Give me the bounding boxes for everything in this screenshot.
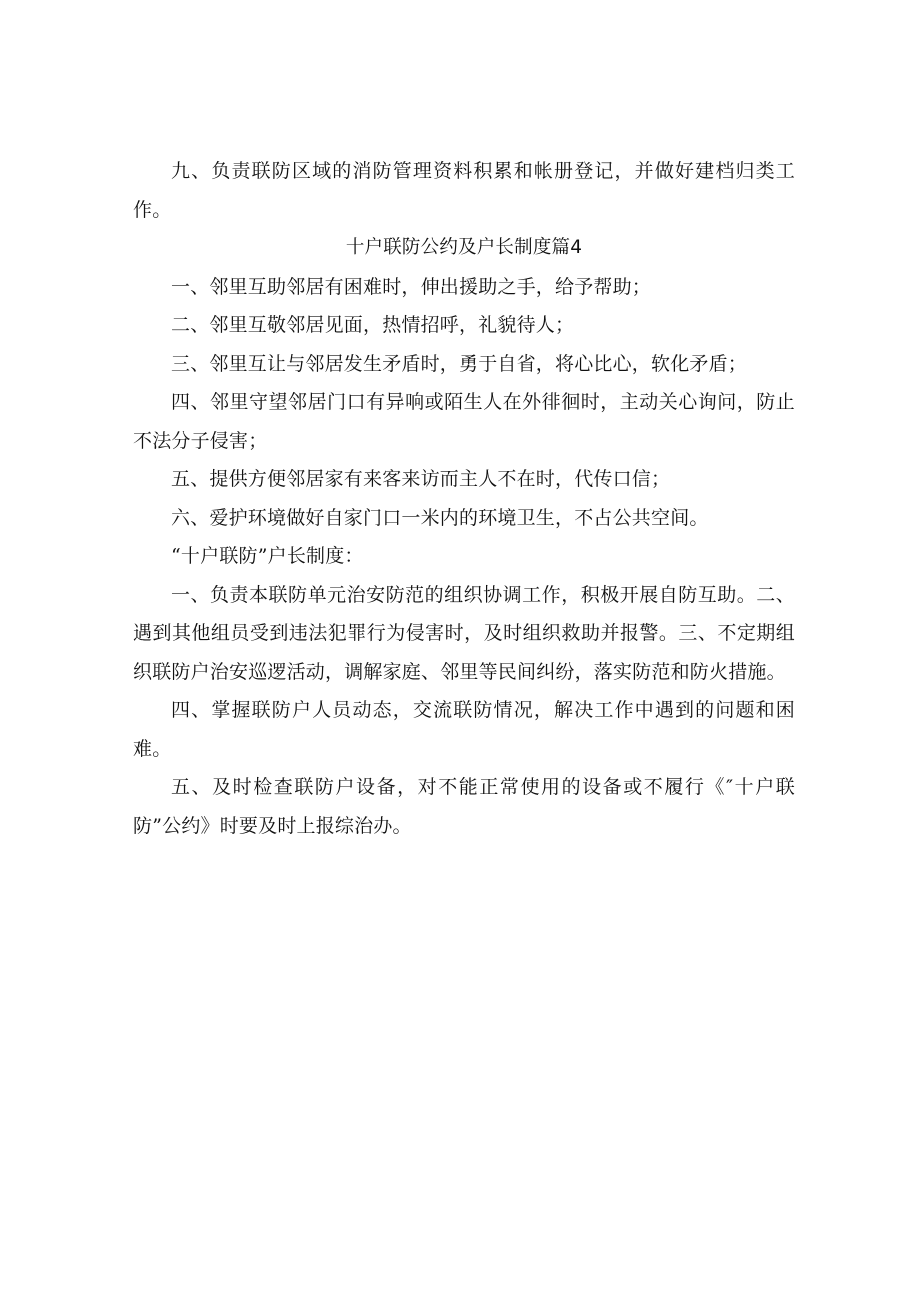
paragraph-convention-4: 四、邻里守望邻居门口有异响或陌生人在外徘徊时，主动关心询问，防止不法分子侵害； [133, 391, 795, 452]
paragraph-head-duty-1-3: 一、负责本联防单元治安防范的组织协调工作，积极开展自防互助。二、遇到其他组员受到违法犯罪行为侵害时，及时组织救助并报警。三、不定期组织联防户治安巡逻活动，调解家庭、邻里等民间纠纷，落实防范和防火措施。 [133, 583, 795, 683]
paragraph-head-duty-5: 五、及时检查联防户设备，对不能正常使用的设备或不履行《″十户联防”公约》时要及时上报综治办。 [133, 776, 795, 837]
paragraph-convention-2: 二、邻里互敬邻居见面，热情招呼，礼貌待人； [171, 314, 575, 336]
paragraph-convention-3: 三、邻里互让与邻居发生矛盾时，勇于自省，将心比心，软化矛盾； [171, 352, 748, 375]
document-body [133, 152, 795, 845]
subheading-household-head-system: “十户联防”户长制度： [171, 545, 364, 567]
paragraph-item-9: 九、负责联防区域的消防管理资料积累和帐册登记，并做好建档归类工作。 [133, 160, 795, 221]
paragraph-convention-6: 六、爱护环境做好自家门口一米内的环境卫生，不占公共空间。 [171, 506, 709, 529]
paragraph-head-duty-4: 四、掌握联防户人员动态，交流联防情况，解决工作中遇到的问题和困难。 [133, 699, 795, 760]
paragraph-convention-5: 五、提供方便邻居家有来客来访而主人不在时，代传口信； [171, 468, 671, 490]
section-title: 十户联防公约及户长制度篇4 [345, 237, 583, 258]
paragraph-convention-1: 一、邻里互助邻居有困难时，伸出援助之手，给予帮助； [171, 275, 652, 298]
